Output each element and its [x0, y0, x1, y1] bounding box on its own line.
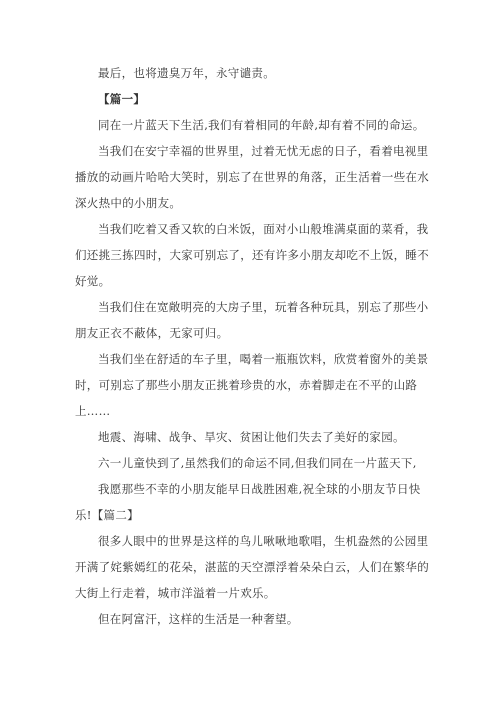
paragraph-line: 深火热中的小朋友。 — [75, 196, 182, 210]
paragraph-line: 时，可别忘了那些小朋友正挑着珍贵的水，赤着脚走在不平的山路 — [75, 378, 418, 392]
paragraph-line: 当我们吃着又香又软的白米饭，面对小山般堆满桌面的菜肴，我 — [98, 222, 429, 236]
paragraph-line: 乐!【篇二】 — [75, 508, 139, 522]
paragraph-line: 同在一片蓝天下生活,我们有着相同的年龄,却有着不同的命运。 — [98, 118, 425, 132]
paragraph-line: 开满了姹紫嫣红的花朵，湛蓝的天空漂浮着朵朵白云，人们在繁华的 — [75, 560, 429, 574]
paragraph-line: 当我们坐在舒适的车子里，喝着一瓶瓶饮料，欣赏着窗外的美景 — [98, 352, 429, 366]
paragraph-line: 六一儿童快到了,虽然我们的命运不同,但我们同在一片蓝天下, — [98, 456, 417, 470]
section-heading-1: 【篇一】 — [98, 92, 146, 106]
paragraph-line: 大街上行走着，城市洋溢着一片欢乐。 — [75, 586, 276, 600]
paragraph-line: 们还挑三拣四时，大家可别忘了，还有许多小朋友却吃不上饭，睡不 — [75, 248, 429, 262]
paragraph-line: 当我们住在宽敞明亮的大房子里，玩着各种玩具，别忘了那些小 — [98, 300, 429, 314]
paragraph-line: 最后，也将遗臭万年，永守谴责。 — [98, 66, 275, 80]
paragraph-line: 很多人眼中的世界是这样的鸟儿啾啾地歌唱，生机盎然的公园里 — [98, 534, 429, 548]
paragraph-line: 但在阿富汗，这样的生活是一种奢望。 — [98, 612, 299, 626]
paragraph-line: 上…… — [75, 404, 111, 418]
paragraph-line: 朋友正衣不蔽体，无家可归。 — [75, 326, 229, 340]
document-body — [75, 60, 441, 632]
paragraph-line: 我愿那些不幸的小朋友能早日战胜困难,祝全球的小朋友节日快 — [98, 482, 421, 496]
paragraph-line: 地震、海啸、战争、旱灾、贫困让他们失去了美好的家园。 — [98, 430, 405, 444]
paragraph-line: 当我们在安宁幸福的世界里，过着无忧无虑的日子，看着电视里 — [98, 144, 429, 158]
paragraph-line: 播放的动画片哈哈大笑时，别忘了在世界的角落，正生活着一些在水 — [75, 170, 429, 184]
paragraph-line: 好觉。 — [75, 274, 111, 288]
